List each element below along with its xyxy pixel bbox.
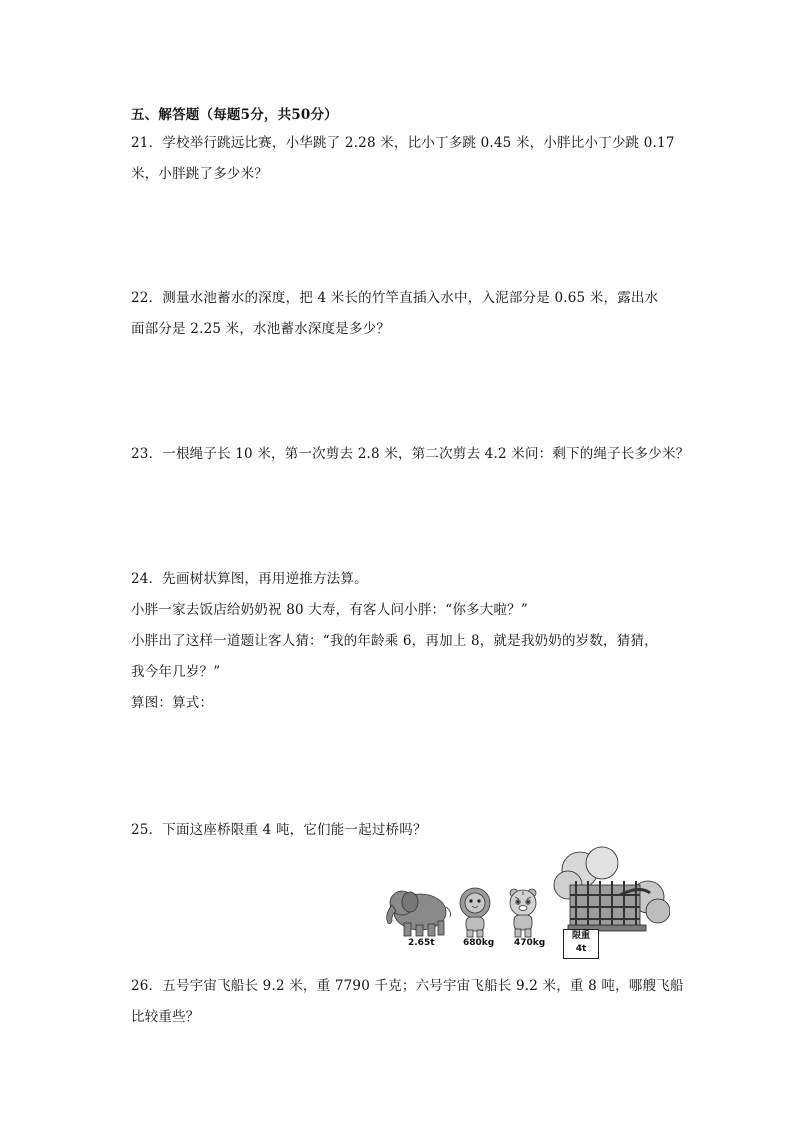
tiger-weight-label: 470kg	[514, 938, 546, 948]
lion-icon	[460, 888, 490, 937]
weight-limit-sign-line-2: 4t	[575, 944, 587, 954]
section-title: 五、解答题（每题5分，共50分）	[131, 107, 338, 123]
elephant-icon	[387, 891, 451, 936]
question-24-line-3: 小胖出了这样一道题让客人猜：“我的年龄乘 6，再加上 8，就是我奶奶的岁数，猜猜，	[131, 633, 658, 649]
question-22-line-2: 面部分是 2.25 米，水池蓄水深度是多少？	[131, 321, 391, 337]
lion-weight-label: 680kg	[463, 938, 495, 948]
question-23-line-1: 23．一根绳子长 10 米，第一次剪去 2.8 米，第二次剪去 4.2 米问：剩下的绳子长多少米？	[131, 446, 690, 462]
bridge-icon	[554, 847, 670, 931]
weight-limit-sign-line-1: 限重	[571, 931, 590, 941]
elephant-weight-label: 2.65t	[408, 938, 435, 948]
tiger-icon	[510, 889, 536, 937]
question-25-line-1: 25．下面这座桥限重 4 吨，它们能一起过桥吗？	[131, 822, 427, 838]
weight-limit-sign	[563, 929, 599, 959]
question-24-line-1: 24．先画树状算图，再用逆推方法算。	[131, 571, 368, 587]
question-26-line-2: 比较重些？	[131, 1009, 200, 1025]
question-24-line-5: 算图：算式：	[131, 695, 214, 711]
question-26-line-1: 26．五号宇宙飞船长 9.2 米，重 7790 千克；六号宇宙飞船长 9.2 米，重 8 吨，哪艘飞船	[131, 978, 684, 994]
question-24-line-4: 我今年几岁？”	[131, 664, 221, 680]
question-21-line-1: 21．学校举行跳远比赛，小华跳了 2.28 米，比小丁多跳 0.45 米，小胖比小丁少跳 0.17	[131, 135, 675, 151]
question-22-line-1: 22．测量水池蓄水的深度，把 4 米长的竹竿直插入水中，入泥部分是 0.65 米，露出水	[131, 290, 659, 306]
question-21-line-2: 米，小胖跳了多少米？	[131, 166, 268, 182]
question-24-line-2: 小胖一家去饭店给奶奶祝 80 大寿，有客人问小胖：“你多大啦？”	[131, 602, 528, 618]
